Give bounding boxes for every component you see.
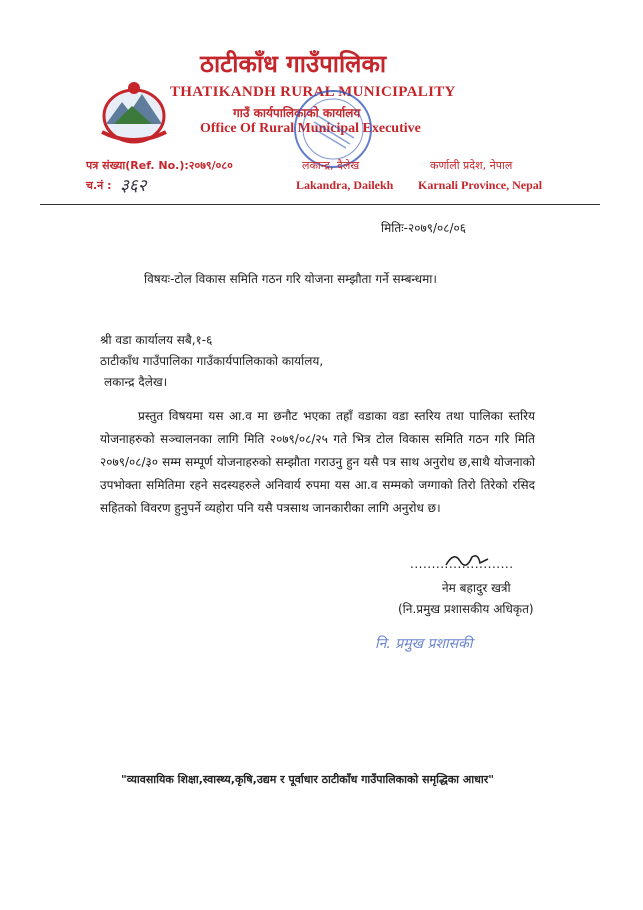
dispatch-number-handwritten: ३६२	[120, 176, 147, 196]
letter-subject: विषयः-टोल विकास समिति गठन गरि योजना सम्झौता गर्ने सम्बन्धमा।	[144, 272, 437, 286]
letter-date: मितिः-२०७९/०८/०६	[381, 221, 466, 235]
province-english: Karnali Province, Nepal	[418, 178, 543, 192]
office-title-english: Office Of Rural Municipal Executive	[200, 121, 421, 136]
dispatch-label: च.नं :	[86, 179, 112, 192]
office-title-nepali: गाउँ कार्यपालिकाको कार्यालय	[233, 106, 361, 120]
designation-stamp: नि. प्रमुख प्रशासकी	[375, 636, 473, 652]
municipality-title-nepali: ठाटीकाँध गाउँपालिका	[200, 50, 387, 78]
body-paragraph: प्रस्तुत विषयमा यस आ.व मा छनौट भएका तहाँ वडाका वडा स्तरिय तथा पालिका स्तरिय योजनाहरुको सञ्चालनका लागि मिति २०७९/०८/२५ गते भित्र टोल विकास समिति गठन गरि मिति २०७९/०८/३० सम्म सम्पूर्ण योजनाहरुको सम्झौता गराउनु हुन यसै पत्र साथ अनुरोध छ,साथै योजनाको उपभोक्ता समितिमा रहने सदस्यहरुले अनिवार्य रुपमा यस आ.व सम्मको जग्गाको तिरो तिरेको रसिद सहितको विवरण हुनुपर्ने व्यहोरा पनि यसै पत्रसाथ जानकारीका लागि अनुरोध छ।	[100, 409, 535, 515]
recipient-line-2: ठाटीकाँध गाउँपालिका गाउँकार्यपालिकाको कार्यालय,	[100, 354, 324, 368]
location-nepali: लकान्द्र, दैलेख	[302, 159, 360, 172]
location-english: Lakandra, Dailekh	[296, 178, 394, 192]
letter-body	[100, 405, 535, 520]
footer-motto: "व्यावसायिक शिक्षा,स्वास्थ्य,कृषि,उद्यम र पूर्वाधार ठाटीकाँध गाउँपालिकाको समृद्धिका आधार"	[121, 773, 494, 786]
reference-number: पत्र संख्या(Ref. No.):२०७९/०८०	[86, 159, 233, 172]
signature-dots: ........................	[410, 557, 514, 571]
header-divider	[40, 204, 600, 205]
recipient-line-1: श्री वडा कार्यालय सबै,१-६	[100, 333, 213, 347]
recipient-line-3: लकान्द्र दैलेख।	[104, 375, 168, 389]
signatory-name: नेम बहादुर खत्री	[442, 581, 511, 595]
province-nepali: कर्णाली प्रदेश, नेपाल	[430, 159, 513, 172]
municipality-title-english: THATIKANDH RURAL MUNICIPALITY	[170, 84, 456, 100]
signatory-title: (नि.प्रमुख प्रशासकीय अधिकृत)	[398, 602, 534, 616]
emblem-logo	[92, 76, 176, 146]
